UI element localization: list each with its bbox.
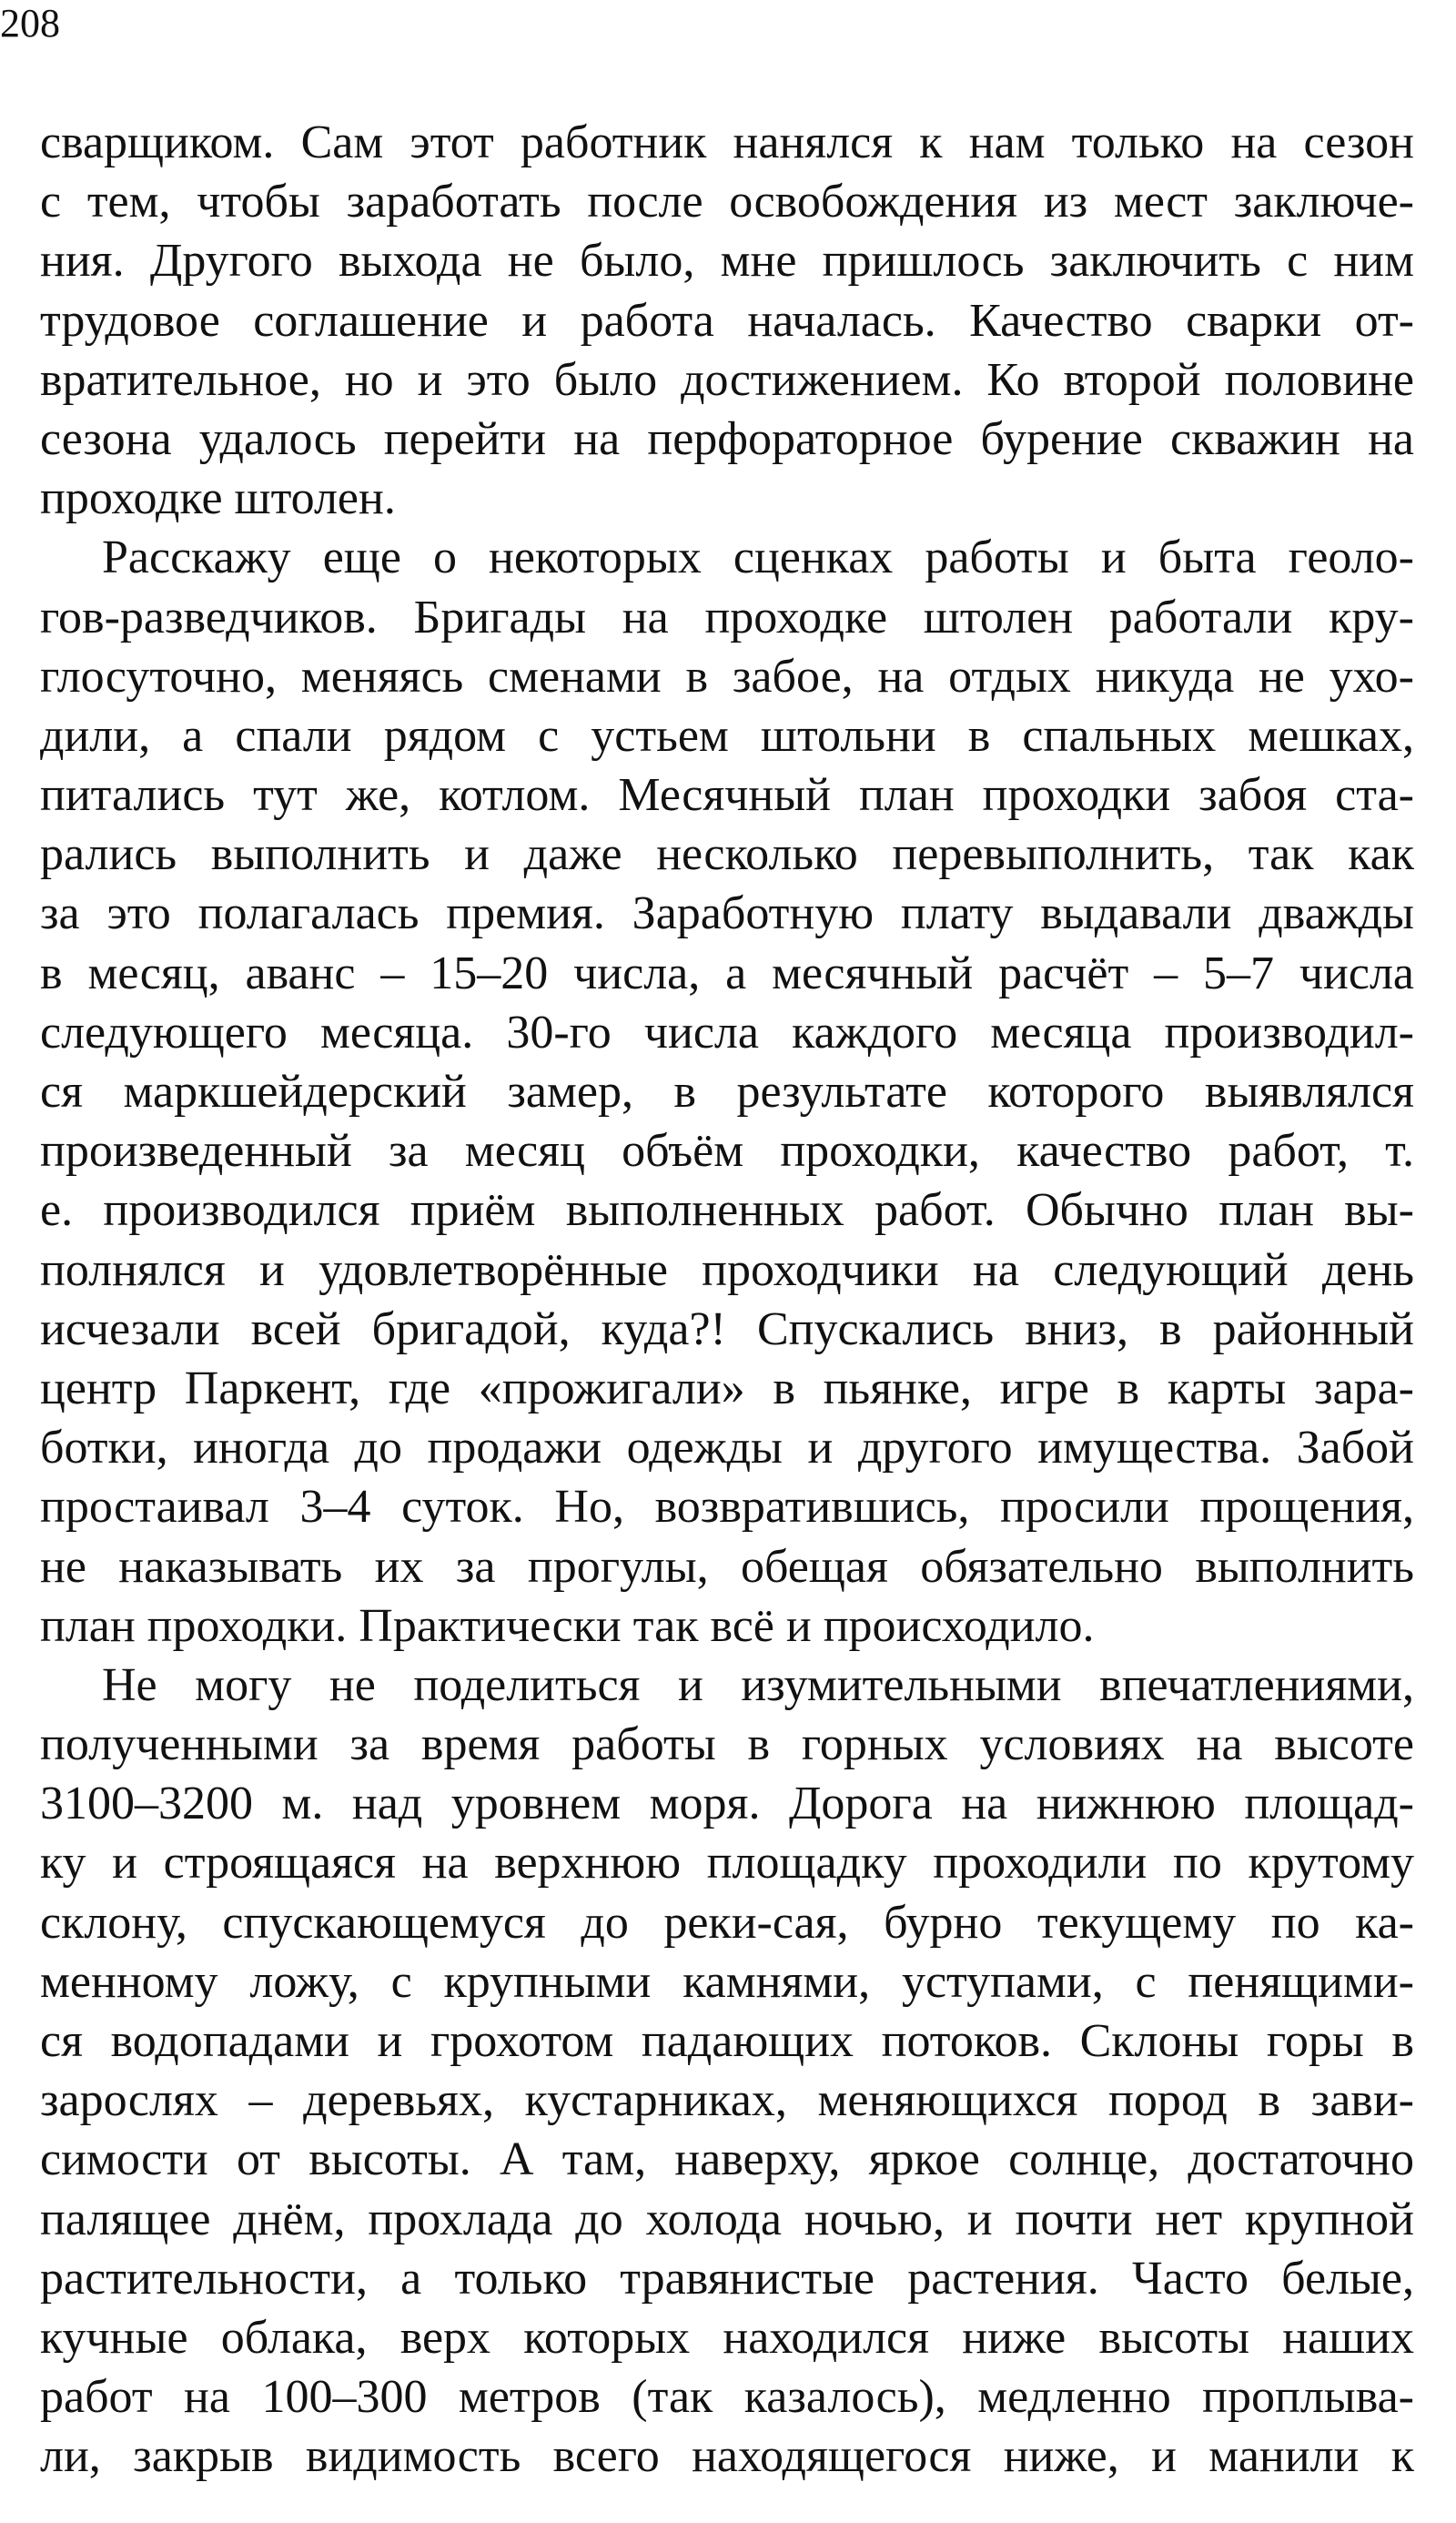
text-line: 3100–3200 м. над уровнем моря. Дорога на нижнюю площад- — [40, 1778, 1414, 1830]
text-line: ся маркшейдерский замер, в результате которого выявлялся — [40, 1066, 1414, 1118]
text-line: зарослях – деревьях, кустарниках, меняющихся пород в зави- — [40, 2074, 1414, 2127]
paragraph-3 — [40, 1656, 1414, 2487]
text-line: центр Паркент, где «прожигали» в пьянке, игре в карты зара- — [40, 1362, 1414, 1414]
text-line: с тем, чтобы заработать после освобождения из мест заключе- — [40, 176, 1414, 228]
text-line: рались выполнить и даже несколько перевыполнить, так как — [40, 828, 1414, 881]
text-line: не наказывать их за прогулы, обещая обязательно выполнить — [40, 1540, 1414, 1593]
text-line: ку и строящаяся на верхнюю площадку проходили по крутому — [40, 1837, 1414, 1890]
text-line: глосуточно, меняясь сменами в забое, на отдых никуда не ухо- — [40, 650, 1414, 703]
text-line: е. производился приём выполненных работ. Обычно план вы- — [40, 1184, 1414, 1237]
paragraph-1 — [40, 113, 1414, 528]
page-number: 208 — [0, 1, 60, 46]
text-line: следующего месяца. 30-го числа каждого месяца производил- — [40, 1006, 1414, 1059]
text-line: симости от высоты. А там, наверху, яркое солнце, достаточно — [40, 2133, 1414, 2186]
text-line: растительности, а только травянистые растения. Часто белые, — [40, 2252, 1414, 2305]
text-line: Расскажу еще о некоторых сценках работы и быта геоло- — [102, 532, 1414, 584]
text-line: трудовое соглашение и работа началась. Качество сварки от- — [40, 294, 1414, 347]
text-line: палящее днём, прохлада до холода ночью, и почти нет крупной — [40, 2193, 1414, 2245]
text-line: ся водопадами и грохотом падающих потоков. Склоны горы в — [40, 2015, 1414, 2067]
text-line: склону, спускающемуся до реки-сая, бурно текущему по ка- — [40, 1896, 1414, 1949]
text-line: исчезали всей бригадой, куда?! Спускались вниз, в районный — [40, 1302, 1414, 1355]
text-line: вратительное, но и это было достижением. Ко второй половине — [40, 353, 1414, 406]
text-line: в месяц, аванс – 15–20 числа, а месячный расчёт – 5–7 числа — [40, 947, 1414, 999]
text-line: сезона удалось перейти на перфораторное бурение скважин на — [40, 412, 1414, 465]
text-line: полученными за время работы в горных условиях на высоте — [40, 1718, 1414, 1771]
text-line: сварщиком. Сам этот работник нанялся к нам только на сезон — [40, 117, 1414, 168]
text-line: Не могу не поделиться и изумительными впечатлениями, — [102, 1658, 1414, 1711]
text-line: ли, закрыв видимость всего находящегося ниже, и манили к — [40, 2430, 1414, 2483]
text-line: ботки, иногда до продажи одежды и другого имущества. Забой — [40, 1422, 1414, 1474]
text-line: дили, а спали рядом с устьем штольни в спальных мешках, — [40, 709, 1414, 762]
text-line: произведенный за месяц объём проходки, качество работ, т. — [40, 1125, 1414, 1178]
paragraph-2 — [40, 528, 1414, 1656]
text-line: за это полагалась премия. Заработную плату выдавали дважды — [40, 887, 1414, 940]
text-line: кучные облака, верх которых находился ниже высоты наших — [40, 2311, 1414, 2364]
text-line: простаивал 3–4 суток. Но, возвратившись, просили прощения, — [40, 1481, 1414, 1534]
text-line: питались тут же, котлом. Месячный план проходки забоя ста- — [40, 769, 1414, 822]
text-line: ния. Другого выхода не было, мне пришлось заключить с ним — [40, 235, 1414, 288]
text-line: проходке штолен. — [40, 472, 396, 525]
text-line: полнялся и удовлетворённые проходчики на следующий день — [40, 1243, 1414, 1296]
text-body — [40, 113, 1414, 2487]
text-line: гов-разведчиков. Бригады на проходке штолен работали кру- — [40, 591, 1414, 643]
text-line: работ на 100–300 метров (так казалось), медленно проплыва- — [40, 2371, 1414, 2424]
text-line: план проходки. Практически так всё и происходило. — [40, 1599, 1095, 1652]
text-line: менному ложу, с крупными камнями, уступами, с пенящими- — [40, 1955, 1414, 2008]
